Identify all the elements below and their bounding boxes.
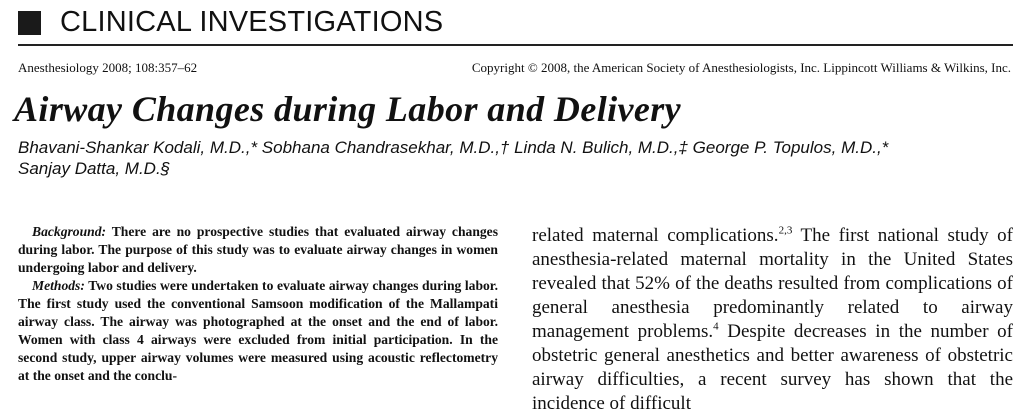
citation-superscript: 2,3 [778,224,793,237]
background-label: Background: [32,224,107,239]
abstract-background [18,223,498,277]
body-paragraph [532,224,1013,416]
author-line: Bhavani-Shankar Kodali, M.D.,* Sobhana Chandrasekhar, M.D.,† Linda N. Bulich, M.D.,‡ George P. Topulos, M.D.,* [18,138,889,157]
body-text: The first national study of anesthesia-related maternal mortality in the United States revealed that 52% of the deaths resulted from complications of general anesthesia predominantly related to airway management problems. [532,225,1013,342]
abstract-methods [18,277,498,385]
abstract [18,223,498,385]
copyright-notice: Copyright © 2008, the American Society of Anesthesiologists, Inc. Lippincott Williams & Wilkins, Inc. [471,60,1011,75]
body-text-column [532,224,1013,416]
section-title: CLINICAL INVESTIGATIONS [60,6,444,38]
citation-superscript: 4 [713,320,719,333]
journal-citation: Anesthesiology 2008; 108:357–62 [18,60,198,75]
methods-text: Two studies were undertaken to evaluate airway changes during labor. The first study used the conventional Samsoon modification of the Mallampati airway class. The airway was photographed at the onset and the end of labor. Women with class 4 airways were excluded from initial participation. In the second study, upper airway volumes were measured using acoustic reflectometry at the onset and the conclu- [18,278,498,383]
section-square-icon [18,11,41,35]
section-header [18,6,443,39]
header-rule [18,44,1013,46]
author-list [18,137,998,179]
author-line: Sanjay Datta, M.D.§ [18,159,171,178]
methods-label: Methods: [32,278,85,293]
body-text: related maternal complications. [532,225,779,246]
background-text: There are no prospective studies that evaluated airway changes during labor. The purpose of this study was to evaluate airway changes in women undergoing labor and delivery. [18,224,499,275]
body-text: Despite decreases in the number of obstetric general anesthetics and better awareness of obstetric airway difficulties, a recent survey has shown that the incidence of difficult [532,321,1014,414]
article-title: Airway Changes during Labor and Delivery [14,89,682,129]
